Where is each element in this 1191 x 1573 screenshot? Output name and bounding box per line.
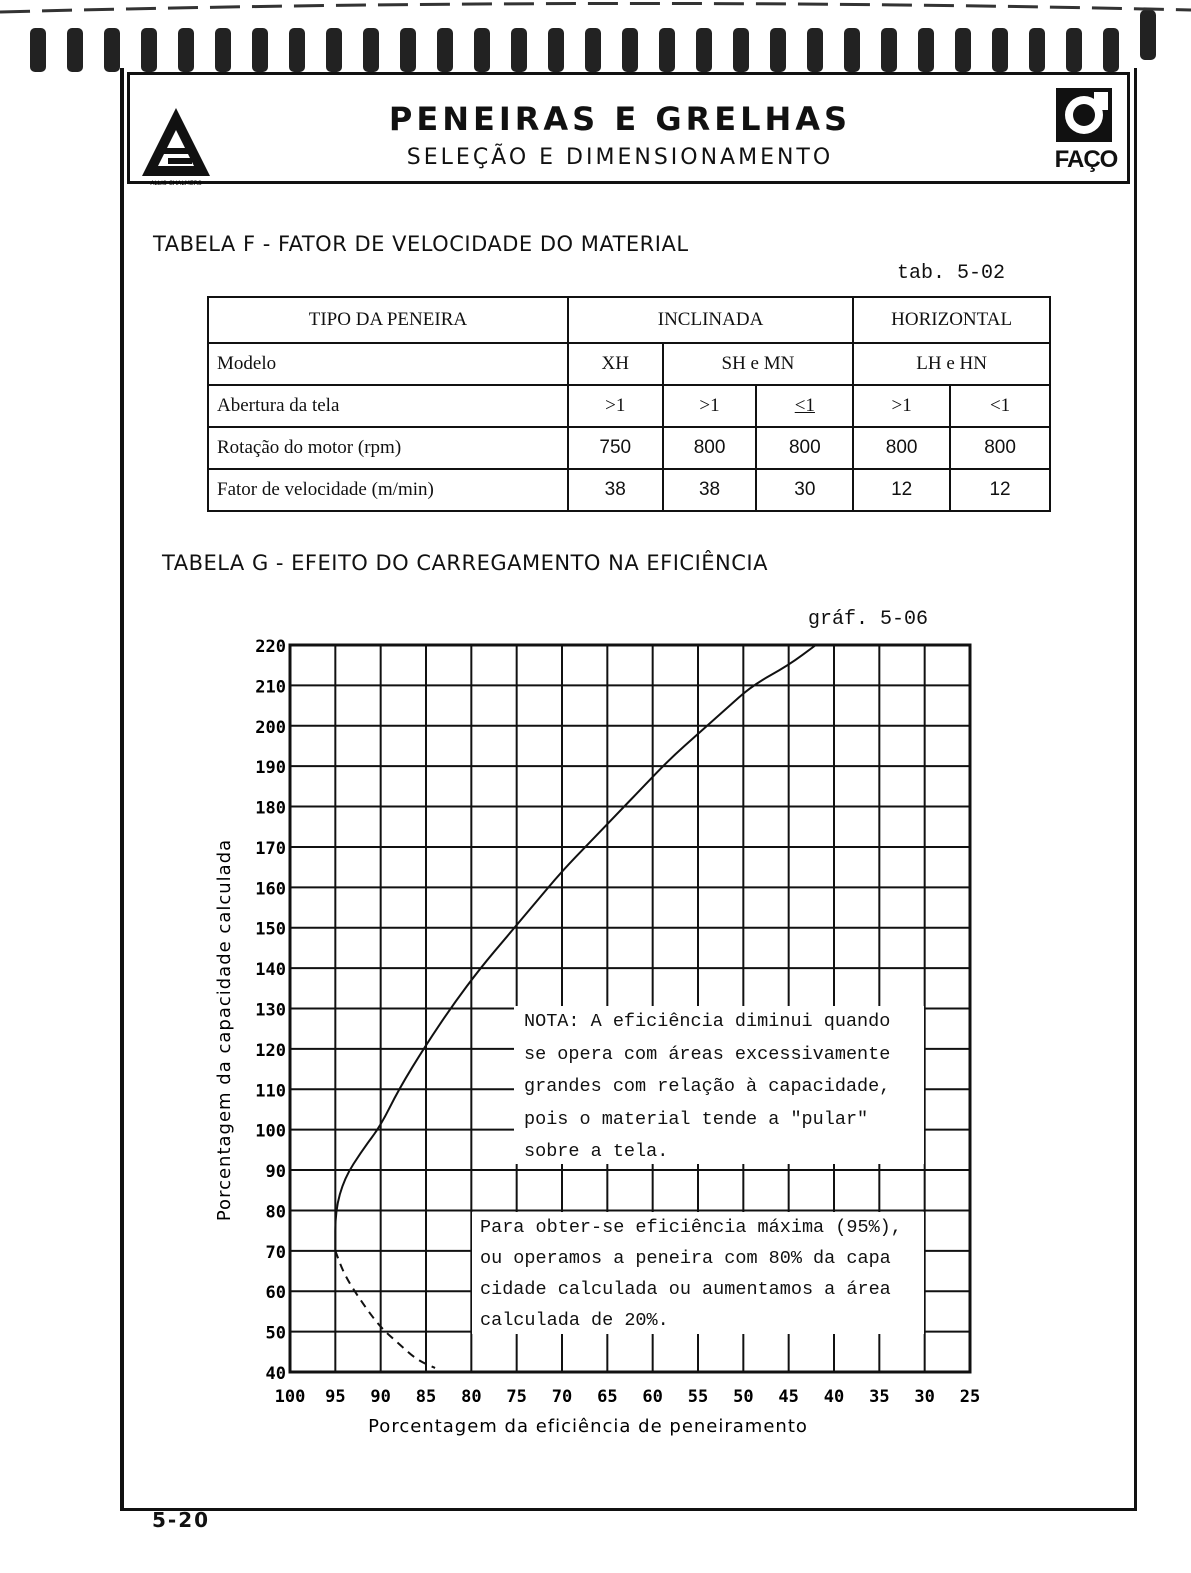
y-tick-label: 220 <box>255 637 286 657</box>
note-line: calculada de 20%. <box>480 1310 669 1331</box>
cell: >1 <box>663 385 757 427</box>
header-tipo: TIPO DA PENEIRA <box>208 297 568 343</box>
speed-factor-table <box>207 296 1051 512</box>
cell: LH e HN <box>853 343 1050 385</box>
y-tick-label: 160 <box>255 879 286 900</box>
y-tick-label: 140 <box>255 960 286 981</box>
note-box <box>514 1006 924 1164</box>
y-tick-label: 110 <box>255 1081 286 1102</box>
x-tick-label: 100 <box>274 1387 306 1407</box>
cell: 38 <box>568 469 663 511</box>
y-tick-label: 40 <box>265 1364 286 1384</box>
cell: XH <box>568 343 663 385</box>
header-inclinada: INCLINADA <box>568 297 853 343</box>
cell: 800 <box>663 427 757 469</box>
cell: >1 <box>853 385 950 427</box>
x-tick-label: 35 <box>869 1387 890 1407</box>
x-tick-label: 80 <box>461 1387 482 1407</box>
allis-chalmers-logo-icon <box>138 104 214 188</box>
row-label: Modelo <box>208 343 568 385</box>
x-tick-label: 70 <box>551 1387 573 1407</box>
y-tick-label: 170 <box>255 838 286 859</box>
table-row <box>208 427 1050 469</box>
note-line: ou operamos a peneira com 80% da capa <box>480 1248 891 1269</box>
cell: 38 <box>663 469 757 511</box>
header-horizontal: HORIZONTAL <box>853 297 1050 343</box>
y-tick-label: 60 <box>265 1283 286 1304</box>
row-label: Rotação do motor (rpm) <box>208 427 568 469</box>
max-efficiency-note <box>472 1212 924 1334</box>
chart-ref: gráf. 5-06 <box>808 608 929 631</box>
curve-dashed-series <box>335 1251 435 1368</box>
y-tick-label: 200 <box>255 717 286 738</box>
cell: >1 <box>568 385 663 427</box>
cell: 750 <box>568 427 663 469</box>
cell: 12 <box>950 469 1050 511</box>
y-tick-label: 210 <box>255 677 286 698</box>
cell: 800 <box>950 427 1050 469</box>
y-tick-label: 70 <box>265 1242 286 1263</box>
y-tick-labels <box>255 637 286 1384</box>
cell: <1 <box>756 385 853 427</box>
y-tick-label: 180 <box>255 798 286 819</box>
x-tick-label: 55 <box>687 1387 709 1407</box>
note-line: pois o material tende a "pular" <box>524 1108 869 1130</box>
cell: 30 <box>756 469 853 511</box>
x-tick-label: 45 <box>778 1387 799 1407</box>
y-tick-label: 80 <box>265 1202 286 1223</box>
y-tick-label: 150 <box>255 919 286 940</box>
note-line: NOTA: A eficiência diminui quando <box>524 1011 891 1032</box>
x-tick-label: 50 <box>733 1387 754 1407</box>
note-line: Para obter-se eficiência máxima (95%), <box>480 1217 902 1238</box>
note-line: cidade calculada ou aumentamos a área <box>480 1279 891 1300</box>
y-tick-label: 190 <box>255 758 286 779</box>
x-tick-label: 30 <box>914 1387 935 1407</box>
page-title: PENEIRAS E GRELHAS <box>388 100 852 138</box>
x-tick-label: 90 <box>370 1387 391 1407</box>
y-tick-label: 130 <box>255 1000 286 1021</box>
table-f-ref: tab. 5-02 <box>897 262 1006 285</box>
y-tick-label: 50 <box>265 1323 286 1344</box>
cell: 12 <box>853 469 950 511</box>
x-tick-label: 60 <box>642 1387 663 1407</box>
x-tick-labels <box>275 1387 981 1407</box>
cell: 800 <box>853 427 950 469</box>
logo-left-caption: ALLIS CHALMERS <box>150 180 202 187</box>
row-label: Fator de velocidade (m/min) <box>208 469 568 511</box>
faco-logo-text: FAÇO <box>1054 146 1118 173</box>
spiral-binding <box>0 0 1191 75</box>
cell: <1 <box>950 385 1050 427</box>
table-row <box>208 385 1050 427</box>
y-tick-label: 100 <box>255 1121 286 1142</box>
table-f-title: TABELA F - FATOR DE VELOCIDADE DO MATERIAL <box>153 232 689 256</box>
table-row <box>208 343 1050 385</box>
x-tick-label: 25 <box>959 1387 981 1407</box>
table-header-row <box>208 297 1050 343</box>
y-tick-label: 90 <box>265 1162 286 1183</box>
x-tick-label: 95 <box>325 1387 346 1407</box>
row-label: Abertura da tela <box>208 385 568 427</box>
chart-section-title: TABELA G - EFEITO DO CARREGAMENTO NA EFICIÊNCIA <box>162 551 768 575</box>
x-tick-label: 40 <box>823 1387 845 1407</box>
page-number: 5-20 <box>152 1508 211 1532</box>
cell: SH e MN <box>663 343 854 385</box>
table-row <box>208 469 1050 511</box>
note-line: se opera com áreas excessivamente <box>524 1043 891 1065</box>
note-line: grandes com relação à capacidade, <box>524 1076 891 1097</box>
x-tick-label: 75 <box>506 1387 527 1407</box>
x-tick-label: 85 <box>415 1387 437 1407</box>
y-axis-label: Porcentagem da capacidade calculada <box>214 838 235 1222</box>
note-line: sobre a tela. <box>524 1141 669 1162</box>
page-subtitle: SELEÇÃO E DIMENSIONAMENTO <box>406 145 834 170</box>
x-tick-label: 65 <box>597 1387 618 1407</box>
y-tick-label: 120 <box>255 1040 286 1061</box>
x-axis-label: Porcentagem da eficiência de peneiramento <box>368 1416 808 1437</box>
cell: 800 <box>756 427 853 469</box>
